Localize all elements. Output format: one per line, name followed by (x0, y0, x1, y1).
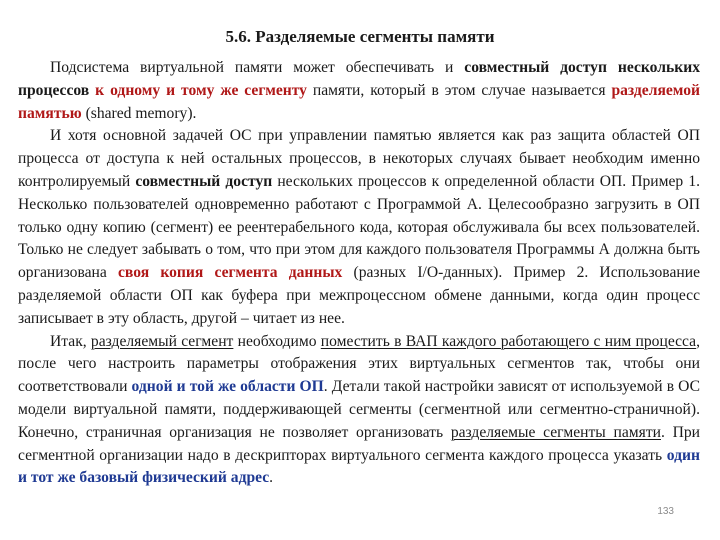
p3-blue-base-address: один и тот же базовый физический адрес (18, 446, 700, 487)
p2-text-2: нескольких процессов к определенной области ОП. Пример 1. Несколько пользователей одновременно работают с Программой А. Целесообразно загрузить в ОП только одну копию (сегмент) ее реентерабельного кода, которая обслуживала бы всех пользователей. Только не следует забывать о том, что при этом для каждого пользователя Программы А должна быть организована (18, 172, 701, 282)
section-title: 5.6. Разделяемые сегменты памяти (225, 27, 495, 46)
paragraph-3 (18, 331, 700, 491)
p1-bold-shared-access: совместный доступ нескольких процессов (18, 59, 701, 99)
p1-text-4: (shared memory). (81, 104, 197, 122)
p3-text-4: . Детали такой настройки зависят от используемой в ОС модели виртуальной памяти, поддерживающей сегменты (сегментной или сегментно-страничной). Конечно, страничная организация не позволяет организовать (18, 378, 700, 441)
p1-text-3: памяти, который в этом случае называется (306, 81, 612, 99)
p3-text-1: Итак, (50, 332, 91, 350)
p2-bold-shared-access: совместный доступ (135, 172, 273, 190)
p3-underline-place-in-vas: поместить в ВАП каждого работающего с ним процесса (320, 332, 697, 350)
p1-red-shared-memory: разделяемой памятью (18, 81, 701, 122)
paragraph-2 (18, 125, 700, 330)
p2-text-1: И хотя основной задачей ОС при управлении памятью является как раз защита областей ОП процесса от доступа к ней остальных процессов, в некоторых случаях бывает необходим именно контролируемый (18, 127, 700, 190)
p2-text-3: (разных I/O-данных). Пример 2. Использование разделяемой области ОП как буфера при межпроцессном обмене данными, когда один процесс записывает в эту область, другой – читает из нее. (18, 264, 700, 327)
p2-red-own-data-copy: своя копия сегмента данных (117, 264, 343, 282)
p3-underline-shared-segment: разделяемый сегмент (90, 332, 234, 350)
p3-text-2: необходимо (233, 332, 321, 350)
p3-text-6: . (269, 469, 274, 487)
body-text (18, 57, 700, 490)
paragraph-1 (18, 57, 700, 125)
p1-text-1: Подсистема виртуальной памяти может обеспечивать и (50, 59, 465, 76)
p3-blue-same-area: одной и той же области ОП (131, 378, 324, 396)
p1-red-same-segment: к одному и тому же сегменту (95, 81, 307, 99)
p3-text-5: . При сегментной организации надо в дескрипторах виртуального сегмента каждого процесса указать (18, 423, 701, 464)
p3-underline-shared-segments: разделяемые сегменты памяти (450, 423, 661, 441)
p3-text-3: , после чего настроить параметры отображения этих виртуальных сегментов так, чтобы они соответствовали (18, 332, 700, 396)
page-number: 133 (657, 506, 674, 517)
